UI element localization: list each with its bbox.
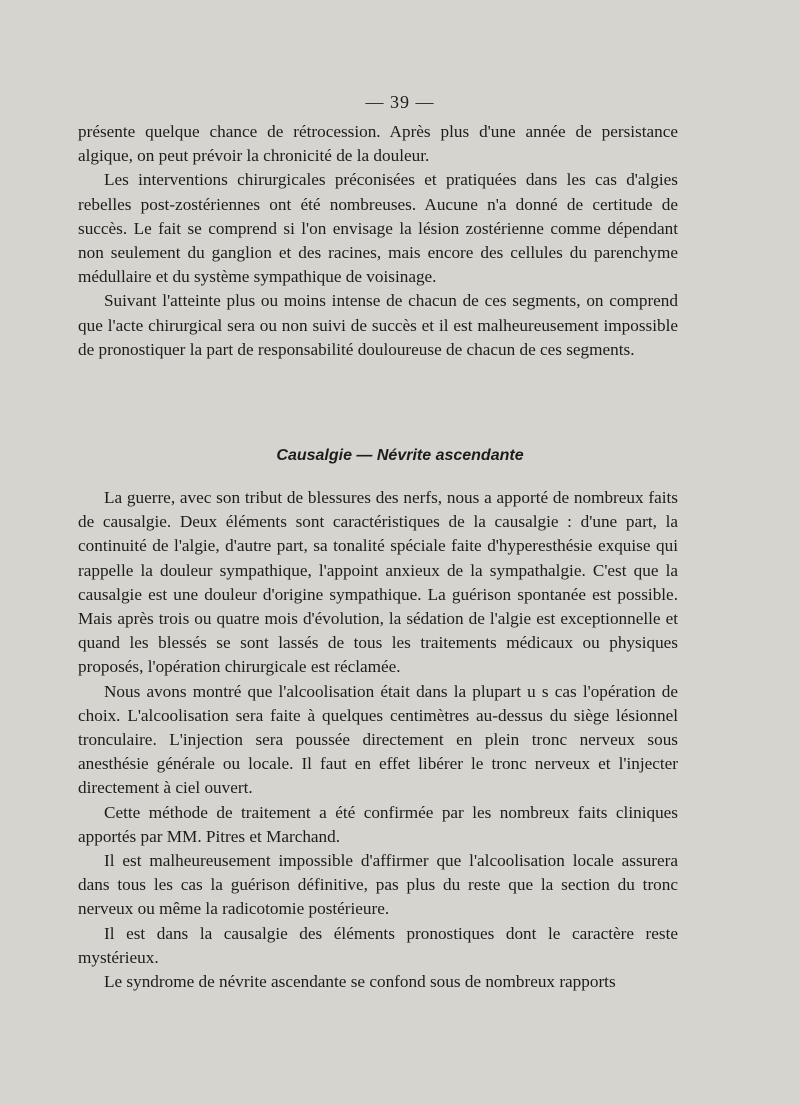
paragraph: Le syndrome de névrite ascendante se confond sous de nombreux rapports: [104, 972, 616, 992]
paragraph: Suivant l'atteinte plus ou moins intense de chacun de ces segments, on comprend que l'acte chirurgical sera ou non suivi de succès et il est malheureusement impossible de pronostiquer la part de responsabilité douloureuse de chacun de ces segments.: [78, 291, 678, 359]
paragraph: Cette méthode de traitement a été confirmée par les nombreux faits cliniques apportés par MM. Pitres et Marchand.: [78, 802, 678, 846]
paragraph: Nous avons montré que l'alcoolisation était dans la plupart u s cas l'opération de choix. L'alcoolisation sera faite à quelques centimètres au-dessus du siège lésionnel tronculaire. L'injection sera poussée directement en plein tronc nerveux sous anesthésie générale ou locale. Il faut en effet libérer le tronc nerveux et l'injecter directement à ciel ouvert.: [78, 681, 678, 798]
paragraph: présente quelque chance de rétrocession. Après plus d'une année de persistance algique, on peut prévoir la chronicité de la douleur.: [78, 122, 678, 166]
paragraph: Il est malheureusement impossible d'affirmer que l'alcoolisation locale assurera dans tous les cas la guérison définitive, pas plus du reste que la section du tronc nerveux ou même la radicotomie postérieure.: [78, 851, 678, 919]
section-heading: Causalgie — Névrite ascendante: [276, 447, 524, 464]
intro-text-block: [78, 120, 678, 362]
paragraph: Il est dans la causalgie des éléments pronostiques dont le caractère reste mystérieux.: [78, 923, 678, 967]
paragraph: La guerre, avec son tribut de blessures des nerfs, nous a apporté de nombreux faits de causalgie. Deux éléments sont caractéristiques de la causalgie : d'une part, la continuité de l'algie, d'autre part, sa tonalité spéciale faite d'hyperesthésie exquise qui rappelle la douleur sympathique, l'appoint anxieux de la sympathalgie. C'est que la causalgie est une douleur d'origine sympathique. La guérison spontanée est possible. Mais après trois ou quatre mois d'évolution, la sédation de l'algie est exceptionnelle et quand les blessés se sont lassés de tous les traitements médicaux ou physiques proposés, l'opération chirurgicale est réclamée.: [78, 488, 678, 677]
paragraph: Les interventions chirurgicales préconisées et pratiquées dans les cas d'algies rebelles post-zostériennes ont été nombreuses. Aucune n'a donné de certitude de succès. Le fait se comprend si l'on envisage la lésion zostérienne comme dépendant non seulement du ganglion et des racines, mais encore des cellules du parenchyme médullaire et du système sympathique de voisinage.: [78, 170, 678, 287]
page-number: — 39 —: [365, 92, 435, 112]
section-text-block: [78, 486, 678, 994]
